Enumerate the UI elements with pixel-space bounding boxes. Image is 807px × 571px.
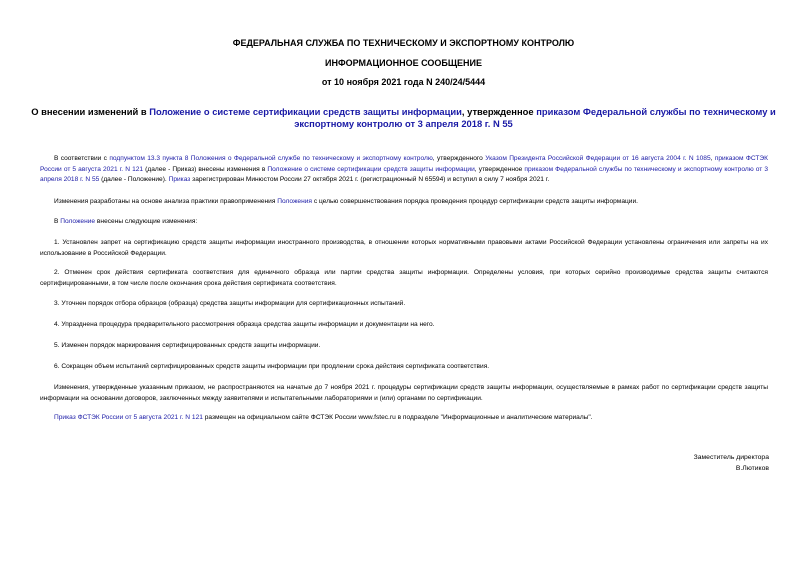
link-order-55[interactable]: приказом Федеральной службы по техническому и экспортному контролю от 3 апреля 2018 г. N 55 (40, 165, 769, 183)
change-item-5: 5. Изменен порядок маркирования сертифицированных средств защиты информации. (54, 342, 321, 349)
link-regulation[interactable]: Положение (60, 218, 96, 225)
link-regulation[interactable]: Положения (277, 198, 312, 205)
text: размещен на официальном сайте ФСТЭК России www.fstec.ru в подразделе "Информационные и аналитические материалы". (202, 414, 593, 421)
change-item-2: 2. Отменен срок действия сертификата соответствия для единичного образца или партии средства защиты информации. Определены условия, при которых серийно производимые средства защиты считаются сертифицированными, в том числе после окончания срока действия сертификата соответствия. (40, 269, 768, 287)
title-text: , утвержденное (461, 106, 537, 117)
change-item-1: 1. Установлен запрет на сертификацию средств защиты информации иностранного производства, в отношении которых нормативными правовыми актами Российской Федерации установлены ограничения или запреты на их использование в Российской Федерации. (40, 239, 768, 257)
paragraph-intro (40, 154, 768, 186)
paragraph-publication (40, 413, 768, 424)
document-date-number: от 10 ноября 2021 года N 240/24/5444 (321, 77, 486, 87)
text: , (710, 155, 715, 162)
link-presidential-decree[interactable]: Указом Президента Российской Федерации от 16 августа 2004 г. N 1085 (485, 155, 711, 162)
text: зарегистрирован Минюстом России 27 октября 2021 г. (регистрационный N 65594) и вступил в силу 7 ноября 2021 г. (190, 176, 550, 183)
change-item-6: 6. Сокращен объем испытаний сертифицированных средств защиты информации при продлении срока действия сертификата соответствия. (54, 363, 490, 370)
title-link-regulation[interactable]: Положение о системе сертификации средств защиты информации (149, 106, 462, 117)
change-item-4: 4. Упразднена процедура предварительного рассмотрения образца средства защиты информации и документации на него. (54, 321, 435, 328)
change-item-3: 3. Уточнен порядок отбора образцов (образца) средства защиты информации для сертификационных испытаний. (54, 300, 406, 307)
link-subparagraph[interactable]: подпунктом 13.3 пункта 8 Положения о Федеральной службе по техническому и экспортному контролю (109, 155, 433, 162)
text: Изменения разработаны на основе анализа практики правоприменения (54, 198, 278, 205)
title-link-order[interactable]: приказом Федеральной службы по техническому и экспортному контролю от 3 апреля 2018 г. N 55 (294, 106, 776, 129)
link-order-121[interactable]: приказом ФСТЭК России от 5 августа 2021 г. N 121 (40, 155, 768, 173)
signature-block (694, 453, 769, 474)
text: В (54, 218, 61, 225)
text: В соответствии с (54, 155, 110, 162)
signatory-name: В.Лютиков (735, 464, 769, 472)
document-title (30, 106, 777, 130)
text: (далее - Положение). (99, 176, 169, 183)
text: (далее - Приказ) внесены изменения в (143, 165, 268, 173)
text: внесены следующие изменения: (95, 218, 198, 225)
link-regulation[interactable]: Положение о системе сертификации средств защиты информации (267, 165, 475, 173)
signatory-position: Заместитель директора (693, 454, 769, 461)
paragraph-basis (40, 197, 768, 208)
text: , утвержденное (474, 165, 525, 173)
paragraph-changes-intro (40, 217, 768, 228)
paragraph-applicability: Изменения, утвержденные указанным приказом, не распространяются на начатые до 7 ноября 2021 г. процедуры сертификации средств защиты информации, осуществляемые в рамках работ по сертификации средств защиты информации на основании договоров, заключенных между заявителями и испытательными лабораториями и (или) органами по сертификации. (40, 384, 768, 402)
agency-name: ФЕДЕРАЛЬНАЯ СЛУЖБА ПО ТЕХНИЧЕСКОМУ И ЭКСПОРТНОМУ КОНТРОЛЮ (232, 38, 575, 48)
document-type: ИНФОРМАЦИОННОЕ СООБЩЕНИЕ (325, 58, 482, 68)
link-order[interactable]: Приказ (168, 176, 191, 183)
text: , утвержденного (432, 155, 486, 162)
link-order-121[interactable]: Приказ ФСТЭК России от 5 августа 2021 г. N 121 (54, 414, 203, 421)
text: с целью совершенствования порядка проведения процедур сертификации средств защиты информации. (311, 198, 638, 205)
title-text: О внесении изменений в (31, 106, 150, 117)
